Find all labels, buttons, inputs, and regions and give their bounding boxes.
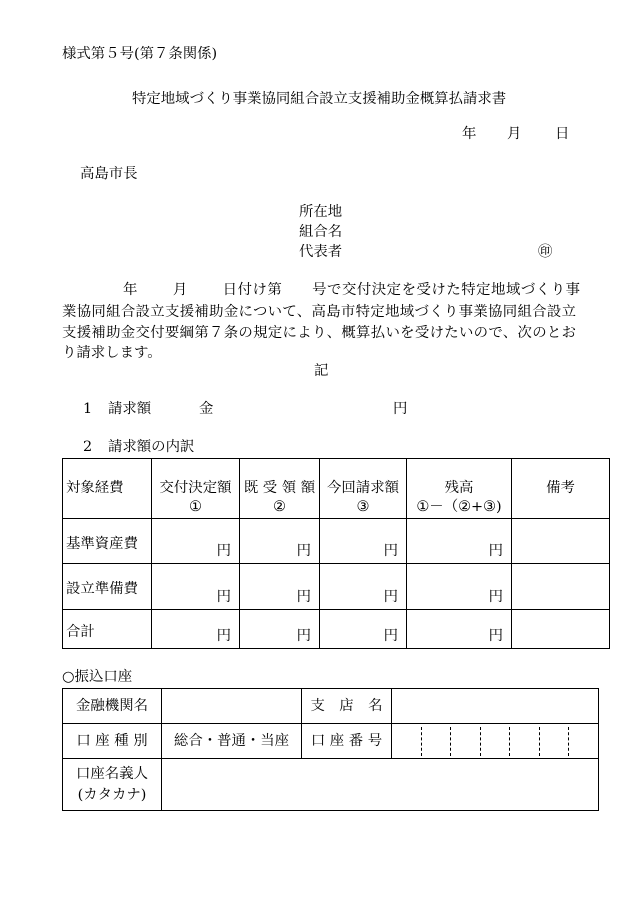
institution-label: 金融機関名 (63, 689, 162, 724)
header-sub-line: ① (189, 499, 202, 515)
remarks-cell (512, 519, 610, 564)
breakdown-table (62, 458, 610, 649)
header-target-expense (63, 459, 152, 519)
table-row (63, 724, 599, 759)
account-holder-label (63, 759, 162, 811)
header-remarks (512, 459, 610, 519)
remarks-cell (512, 564, 610, 610)
account-number-boxes (392, 727, 598, 756)
account-digit-box (450, 727, 480, 756)
table-row (63, 519, 610, 564)
address-label: 所在地 (299, 204, 343, 220)
header-line: 既 受 領 額 (243, 480, 316, 496)
union-name-label: 組合名 (299, 224, 343, 240)
account-number-field (392, 724, 599, 759)
amount-cell: 円 (407, 519, 512, 564)
header-sub-line: ② (273, 499, 286, 515)
account-digit-box (392, 727, 421, 756)
account-holder-label-line: 口座名義人 (76, 765, 148, 782)
header-grant-decision-amount (152, 459, 240, 519)
amount-cell: 円 (407, 564, 512, 610)
amount-cell: 円 (320, 564, 407, 610)
account-digit-box (421, 727, 451, 756)
amount-cell: 円 (152, 610, 240, 649)
amount-cell: 円 (320, 610, 407, 649)
amount-cell: 円 (240, 519, 320, 564)
account-holder-label-sub: (カタカナ) (77, 786, 147, 803)
header-line: 対象経費 (66, 480, 124, 496)
account-digit-box (509, 727, 539, 756)
table-row (63, 689, 599, 724)
row-label: 基準資産費 (63, 519, 152, 564)
amount-unit: 円 (393, 401, 408, 417)
document-title: 特定地域づくり事業協同組合設立支援補助金概算払請求書 (132, 91, 507, 107)
account-digit-box (480, 727, 510, 756)
breakdown-label: 請求額の内訳 (108, 439, 195, 455)
seal-mark: ㊞ (538, 244, 553, 260)
header-received-amount (240, 459, 320, 519)
account-holder-field (162, 759, 599, 811)
amount-cell: 円 (240, 564, 320, 610)
item-number: 2 (83, 439, 93, 455)
amount-cell: 円 (152, 564, 240, 610)
bank-account-table (62, 688, 599, 811)
table-row (63, 759, 599, 811)
body-line: 年 月 日付け第 号で交付決定を受けた特定地域づくり事 (123, 282, 580, 298)
item-number: 1 (83, 401, 93, 417)
header-sub-line: ①－（②+③) (416, 499, 502, 515)
claim-amount-label: 請求額 (108, 401, 152, 417)
row-label: 合計 (63, 610, 152, 649)
branch-label: 支 店 名 (302, 689, 392, 724)
body-line: 支援補助金交付要綱第７条の規定により、概算払いを受けたいので、次のとお (62, 325, 576, 341)
amount-prefix: 金 (199, 401, 214, 417)
header-sub-line: ③ (356, 499, 370, 515)
header-line: 今回請求額 (327, 480, 399, 496)
amount-cell: 円 (240, 610, 320, 649)
body-line: 業協同組合設立支援補助金について、高島市特定地域づくり事業協同組合設立 (62, 304, 576, 320)
note-heading: 記 (314, 363, 329, 379)
body-line: り請求します。 (62, 345, 162, 361)
form-number: 様式第５号(第７条関係) (62, 46, 218, 62)
header-line: 残高 (444, 480, 474, 496)
account-type-label: 口 座 種 別 (63, 724, 162, 759)
account-number-label: 口 座 番 号 (302, 724, 392, 759)
amount-cell: 円 (152, 519, 240, 564)
table-row (63, 564, 610, 610)
date-day-label: 日 (555, 126, 570, 142)
table-row (63, 610, 610, 649)
header-current-claim-amount (320, 459, 407, 519)
breakdown-header-row (63, 459, 610, 519)
remarks-cell (512, 610, 610, 649)
header-line: 備考 (546, 480, 575, 496)
date-year-label: 年 (462, 126, 477, 142)
account-type-options: 総合・普通・当座 (162, 724, 302, 759)
header-line: 交付決定額 (159, 480, 232, 496)
addressee: 高島市長 (80, 166, 138, 182)
row-label: 設立準備費 (63, 564, 152, 610)
bank-account-heading: ○振込口座 (62, 669, 133, 685)
date-month-label: 月 (507, 126, 522, 142)
header-balance (407, 459, 512, 519)
amount-cell: 円 (407, 610, 512, 649)
branch-field (392, 689, 599, 724)
account-digit-box (539, 727, 569, 756)
representative-label: 代表者 (299, 244, 343, 260)
amount-cell: 円 (320, 519, 407, 564)
institution-field (162, 689, 302, 724)
account-digit-box (568, 727, 598, 756)
